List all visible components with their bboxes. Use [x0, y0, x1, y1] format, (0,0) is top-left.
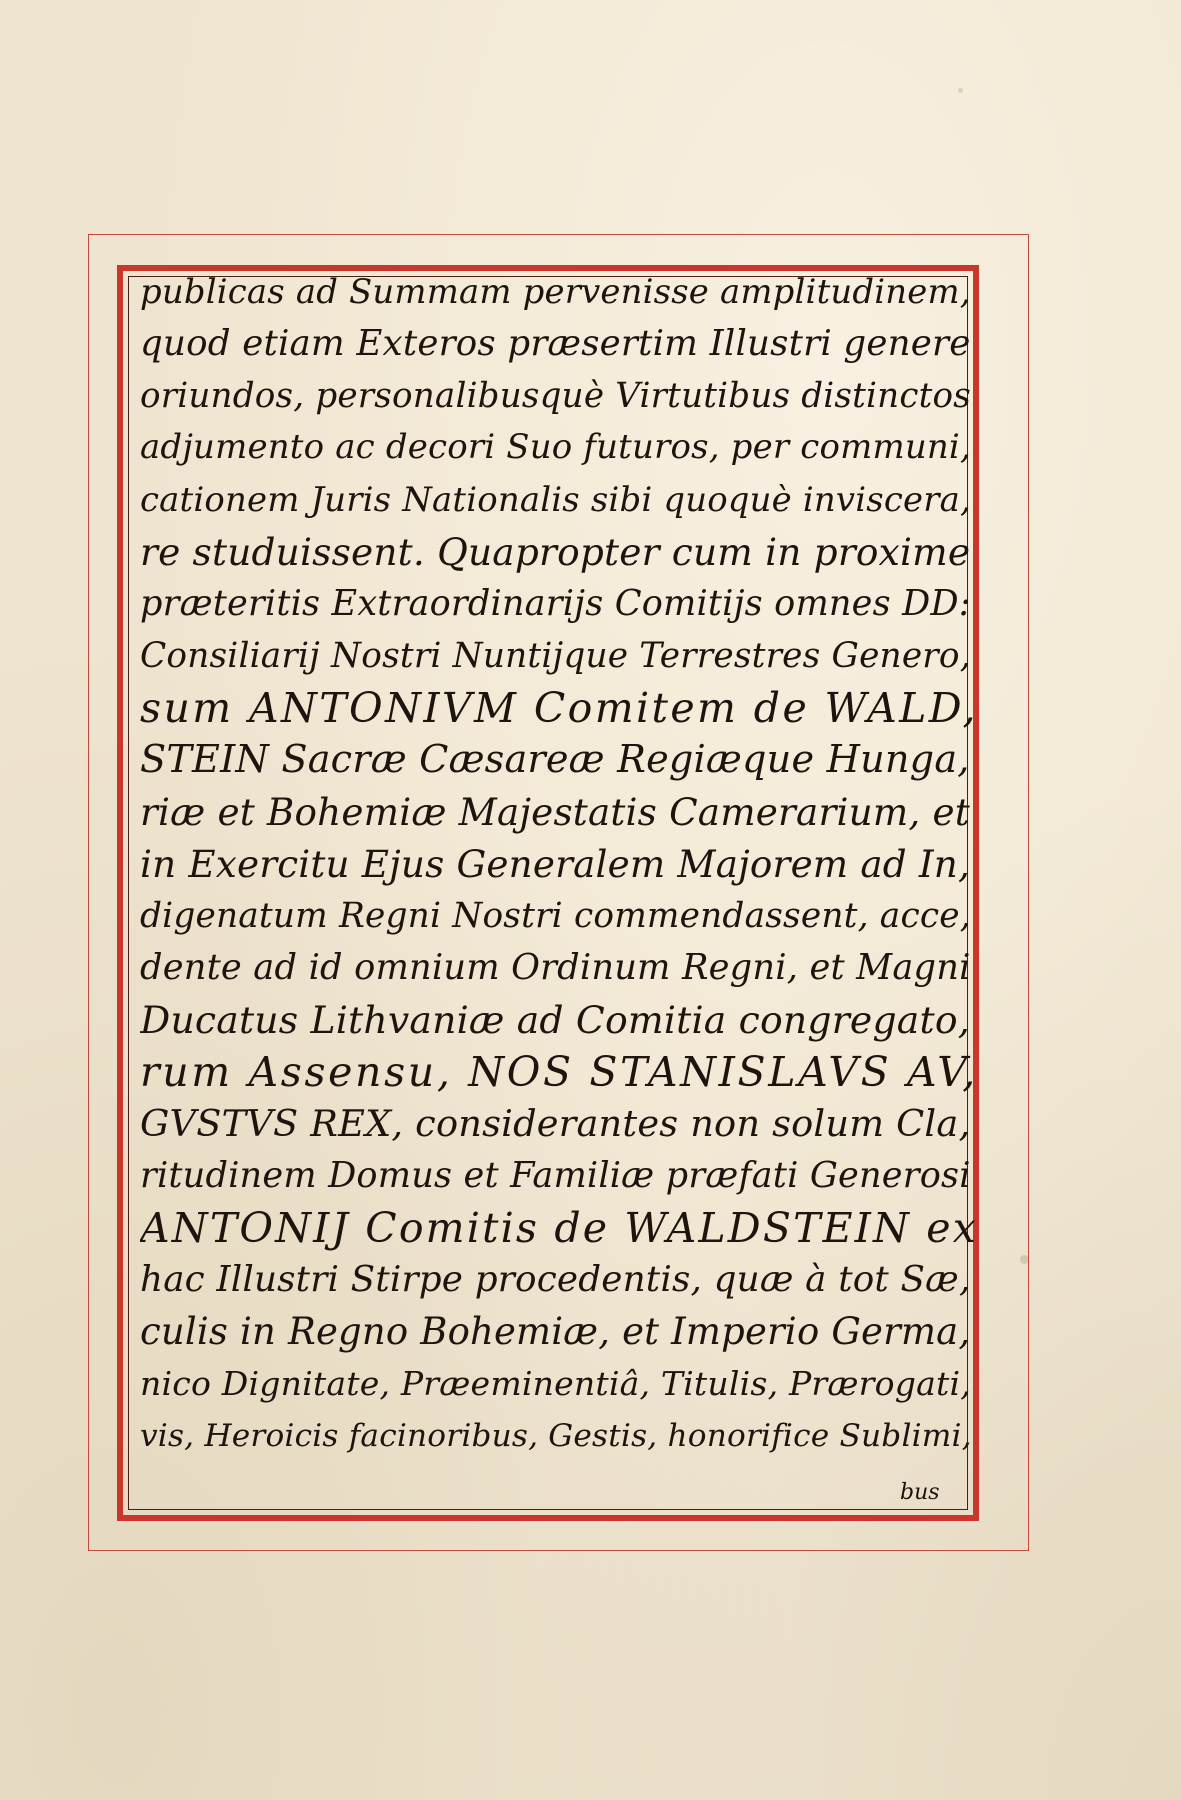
manuscript-text-block	[140, 268, 978, 1518]
text-line: Consiliarij Nostri Nuntijque Terrestres Genero,	[140, 636, 971, 676]
text-line: ANTONIJ Comitis de WALDSTEIN ex	[140, 1204, 978, 1252]
text-line: re studuissent. Quapropter cum in proxime	[140, 530, 971, 574]
text-line: GVSTVS REX, considerantes non solum Cla,	[140, 1102, 971, 1145]
text-line: præteritis Extraordinarijs Comitijs omnes DD:	[140, 583, 971, 624]
text-line: oriundos, personalibusquè Virtutibus distinctos	[140, 376, 972, 416]
text-line: rum Assensu, NOS STANISLAVS AV,	[140, 1048, 978, 1096]
text-line: dente ad id omnium Ordinum Regni, et Magni	[140, 947, 971, 988]
text-line: in Exercitu Ejus Generalem Majorem ad In,	[140, 842, 971, 886]
text-line: vis, Heroicis facinoribus, Gestis, honorifice Sublimi,	[140, 1418, 972, 1454]
text-line: riæ et Bohemiæ Majestatis Camerarium, et	[140, 790, 970, 834]
text-line: ritudinem Domus et Familiæ præfati Generosi	[140, 1155, 971, 1196]
text-line: hac Illustri Stirpe procedentis, quæ à tot Sæ,	[140, 1259, 971, 1300]
text-line: nico Dignitate, Præeminentiâ, Titulis, Prærogati,	[140, 1364, 971, 1403]
catchword: bus	[900, 1480, 940, 1505]
text-line: culis in Regno Bohemiæ, et Imperio Germa,	[140, 1310, 971, 1353]
text-line: sum ANTONIVM Comitem de WALD,	[140, 684, 978, 732]
ink-stain	[958, 88, 963, 93]
text-line: digenatum Regni Nostri commendassent, acce,	[140, 896, 971, 936]
text-line: STEIN Sacræ Cæsareæ Regiæque Hunga,	[140, 738, 970, 782]
text-line: Ducatus Lithvaniæ ad Comitia congregato,	[140, 998, 970, 1042]
text-line: publicas ad Summam pervenisse amplitudinem,	[140, 272, 971, 311]
text-line: cationem Juris Nationalis sibi quoquè inviscera,	[140, 480, 971, 519]
text-line: adjumento ac decori Suo futuros, per communi,	[140, 428, 971, 467]
text-line: quod etiam Exteros præsertim Illustri genere	[140, 323, 971, 364]
